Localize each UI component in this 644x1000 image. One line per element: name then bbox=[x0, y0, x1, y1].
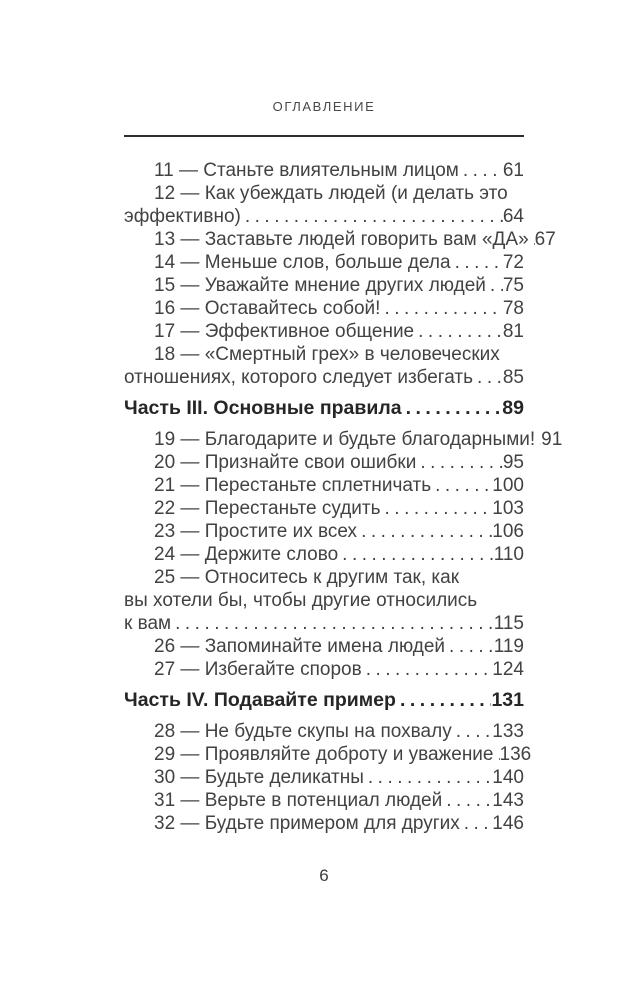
toc-page-number: 110 bbox=[493, 544, 524, 565]
dot-leader bbox=[414, 320, 503, 343]
toc-entry-title: 13 — Заставьте людей говорить вам «ДА» bbox=[154, 229, 529, 250]
toc-page-number: 140 bbox=[492, 767, 524, 788]
toc-page-number: 64 bbox=[502, 206, 524, 227]
toc-entry bbox=[124, 743, 532, 766]
toc-entry bbox=[124, 812, 524, 835]
toc-page-number: 131 bbox=[491, 689, 524, 711]
toc-entry-title: 19 — Благодарите и будьте благодарными! bbox=[154, 429, 536, 450]
toc-leader-line bbox=[124, 251, 524, 274]
toc-entry-title: 23 — Простите их всех bbox=[154, 521, 358, 542]
toc-entry-title: 25 — Относитесь к другим так, как bbox=[154, 567, 460, 588]
dot-leader bbox=[362, 658, 493, 681]
dot-leader bbox=[241, 205, 503, 228]
toc-entry bbox=[124, 720, 524, 743]
toc-entry-text-line bbox=[124, 566, 524, 589]
toc-leader-line bbox=[124, 766, 524, 789]
toc-page-number: 143 bbox=[492, 790, 524, 811]
toc-entry-title: эффективно) bbox=[124, 206, 241, 227]
toc-leader-line bbox=[124, 789, 524, 812]
dot-leader bbox=[451, 251, 503, 274]
toc-page-number: 133 bbox=[492, 721, 524, 742]
toc-entry-title: 12 — Как убеждать людей (и делать это bbox=[154, 183, 508, 204]
dot-leader bbox=[402, 397, 503, 420]
dot-leader bbox=[380, 297, 502, 320]
toc-entry-title: 28 — Не будьте скупы на похвалу bbox=[154, 721, 452, 742]
toc-entry bbox=[124, 451, 524, 474]
toc-page-number: 106 bbox=[492, 521, 524, 542]
toc-entry-title: к вам bbox=[124, 613, 172, 634]
dot-leader bbox=[431, 474, 492, 497]
toc-entry-title: 24 — Держите слово bbox=[154, 544, 339, 565]
toc-page-number: 61 bbox=[502, 160, 524, 181]
toc-leader-line bbox=[124, 366, 524, 389]
toc-entry bbox=[124, 343, 524, 389]
toc-entry-title: 22 — Перестаньте судить bbox=[154, 498, 381, 519]
toc-leader-line bbox=[124, 474, 524, 497]
toc-page-number: 100 bbox=[492, 475, 524, 496]
toc-entry-title: 27 — Избегайте споров bbox=[154, 659, 362, 680]
toc-leader-line bbox=[124, 520, 524, 543]
toc-entry bbox=[124, 635, 524, 658]
dot-leader bbox=[338, 543, 494, 566]
toc-entry-title: 32 — Будьте примером для других bbox=[154, 813, 460, 834]
toc-leader-line bbox=[124, 297, 524, 320]
toc-page-number: 85 bbox=[502, 367, 524, 388]
toc-entry-title: 18 — «Смертный грех» в человеческих bbox=[154, 344, 500, 365]
toc-leader-line bbox=[124, 812, 524, 835]
toc-page-number: 81 bbox=[502, 321, 524, 342]
toc-leader-line bbox=[124, 743, 532, 766]
toc-entry-title: вы хотели бы, чтобы другие относились bbox=[124, 590, 478, 611]
toc-entry-title: 26 — Запоминайте имена людей bbox=[154, 636, 446, 657]
toc-page-number: 91 bbox=[541, 429, 563, 450]
toc-entry-title: 30 — Будьте деликатны bbox=[154, 767, 364, 788]
toc-entry bbox=[124, 658, 524, 681]
toc-entry-title: 16 — Оставайтесь собой! bbox=[154, 298, 381, 319]
toc-leader-line bbox=[124, 635, 524, 658]
table-of-contents bbox=[124, 159, 563, 835]
toc-entry bbox=[124, 566, 524, 635]
toc-leader-line bbox=[124, 612, 524, 635]
toc-page-number: 95 bbox=[502, 452, 524, 473]
dot-leader bbox=[460, 812, 493, 835]
toc-leader-line bbox=[124, 497, 524, 520]
dot-leader bbox=[459, 159, 503, 182]
toc-entry-text-line bbox=[124, 182, 524, 205]
dot-leader bbox=[452, 720, 493, 743]
toc-page-number: 89 bbox=[502, 397, 524, 419]
toc-entry bbox=[124, 543, 524, 566]
toc-leader-line bbox=[124, 274, 524, 297]
toc-leader-line bbox=[124, 689, 524, 712]
toc-entry bbox=[124, 789, 524, 812]
toc-entry bbox=[124, 497, 524, 520]
toc-entry bbox=[124, 251, 524, 274]
toc-page-number: 124 bbox=[492, 659, 524, 680]
toc-entry-title: 20 — Признайте свои ошибки bbox=[154, 452, 417, 473]
toc-entry-title: Часть IV. Подавайте пример bbox=[124, 689, 396, 711]
toc-leader-line bbox=[124, 159, 524, 182]
dot-leader bbox=[473, 366, 503, 389]
dot-leader bbox=[445, 635, 494, 658]
toc-entry bbox=[124, 297, 524, 320]
toc-entry bbox=[124, 159, 524, 182]
toc-leader-line bbox=[124, 320, 524, 343]
toc-entry bbox=[124, 474, 524, 497]
toc-leader-line bbox=[124, 428, 563, 451]
dot-leader bbox=[442, 789, 492, 812]
toc-leader-line bbox=[124, 658, 524, 681]
dot-leader bbox=[364, 766, 492, 789]
toc-leader-line bbox=[124, 397, 524, 420]
toc-entry-title: 14 — Меньше слов, больше дела bbox=[154, 252, 451, 273]
toc-entry bbox=[124, 766, 524, 789]
header-divider-rule bbox=[124, 135, 524, 137]
toc-entry bbox=[124, 228, 556, 251]
toc-page-number: 103 bbox=[492, 498, 524, 519]
toc-page-number: 72 bbox=[502, 252, 524, 273]
toc-entry-text-line bbox=[124, 589, 524, 612]
toc-part-heading bbox=[124, 689, 524, 712]
toc-leader-line bbox=[124, 228, 556, 251]
dot-leader bbox=[416, 451, 503, 474]
toc-entry-title: 17 — Эффективное общение bbox=[154, 321, 415, 342]
toc-entry bbox=[124, 320, 524, 343]
toc-page-number: 67 bbox=[534, 229, 556, 250]
toc-page-number: 78 bbox=[502, 298, 524, 319]
toc-leader-line bbox=[124, 543, 524, 566]
dot-leader bbox=[171, 612, 494, 635]
page-header-title: ОГЛАВЛЕНИЕ bbox=[272, 99, 376, 114]
toc-entry-title: 29 — Проявляйте доброту и уважение bbox=[154, 744, 494, 765]
toc-leader-line bbox=[124, 205, 524, 228]
toc-leader-line bbox=[124, 720, 524, 743]
dot-leader bbox=[357, 520, 492, 543]
toc-part-heading bbox=[124, 397, 524, 420]
toc-entry-title: 15 — Уважайте мнение других людей bbox=[154, 275, 486, 296]
dot-leader bbox=[381, 497, 493, 520]
dot-leader bbox=[396, 689, 492, 712]
toc-entry-text-line bbox=[124, 343, 524, 366]
toc-entry-title: Часть III. Основные правила bbox=[124, 397, 402, 419]
toc-entry-title: 31 — Верьте в потенциал людей bbox=[154, 790, 443, 811]
toc-entry bbox=[124, 520, 524, 543]
toc-entry bbox=[124, 182, 524, 228]
toc-leader-line bbox=[124, 451, 524, 474]
dot-leader bbox=[486, 274, 503, 297]
toc-page-number: 75 bbox=[502, 275, 524, 296]
page-number: 6 bbox=[319, 866, 329, 885]
toc-page-number: 136 bbox=[499, 744, 532, 765]
toc-entry-title: 11 — Станьте влиятельным лицом bbox=[154, 160, 459, 181]
toc-page-number: 119 bbox=[493, 636, 524, 657]
toc-entry bbox=[124, 274, 524, 297]
toc-page-number: 115 bbox=[493, 613, 524, 634]
toc-entry-title: отношениях, которого следует избегать bbox=[124, 367, 474, 388]
toc-page-number: 146 bbox=[492, 813, 524, 834]
toc-entry-title: 21 — Перестаньте сплетничать bbox=[154, 475, 432, 496]
toc-entry bbox=[124, 428, 563, 451]
